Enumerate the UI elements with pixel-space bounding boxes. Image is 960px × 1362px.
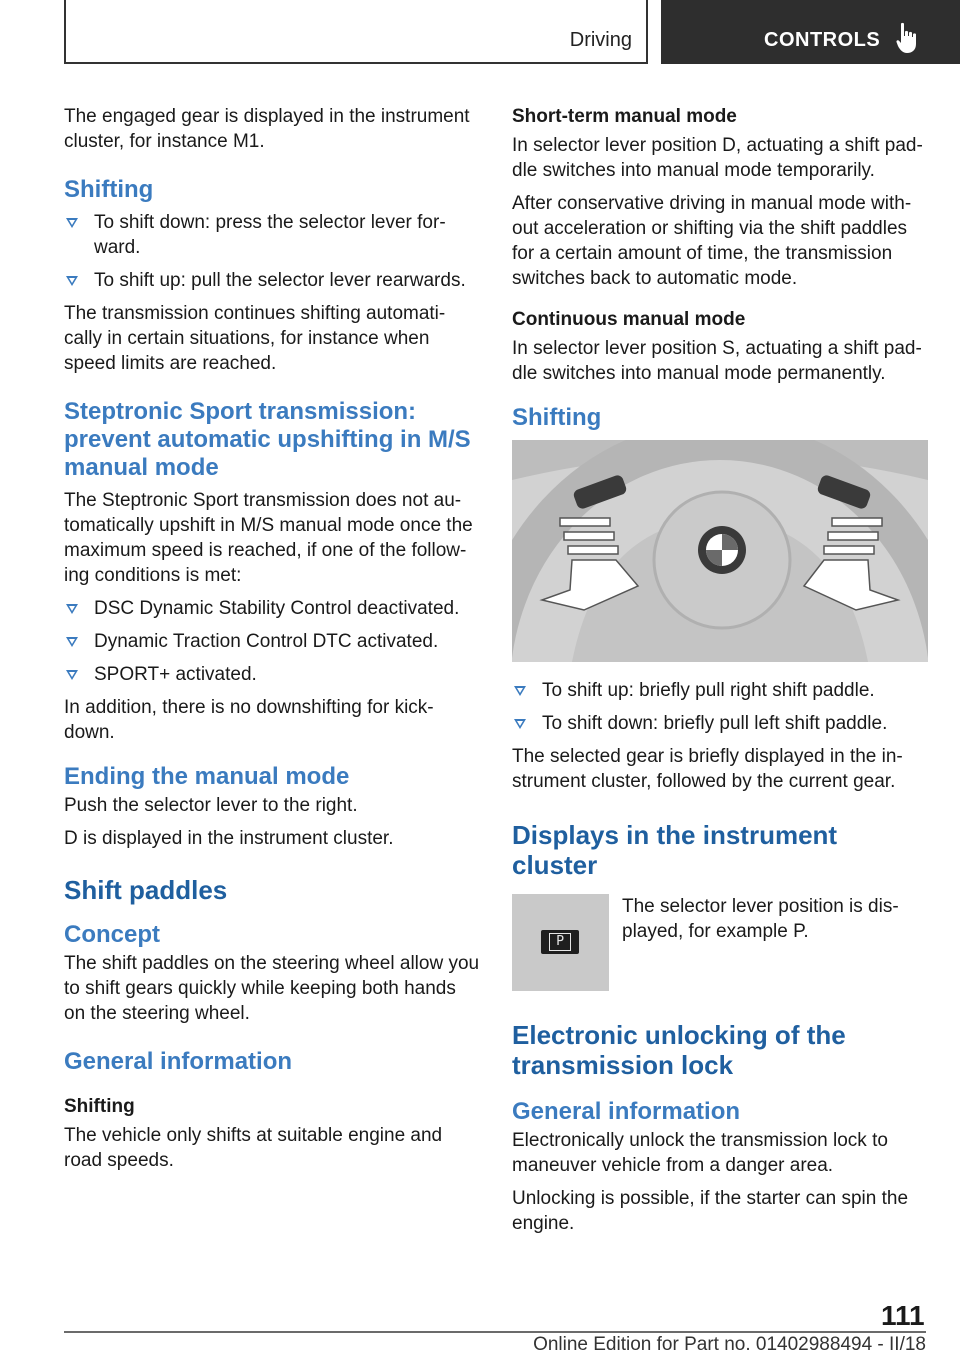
steering-wheel-illustration bbox=[512, 440, 928, 662]
heading-steptronic: Steptronic Sport transmission: prevent automatic upshifting in M/S manual mode bbox=[64, 398, 471, 481]
display-paragraph: The selector lever position is dis-played, for example P. bbox=[622, 896, 899, 942]
heading-concept: Concept bbox=[64, 921, 160, 948]
list-item: To shift down: briefly pull left shift paddle. bbox=[512, 711, 928, 736]
intro-paragraph: The engaged gear is displayed in the instrument cluster, for instance M1. bbox=[64, 106, 470, 152]
concept-paragraph: The shift paddles on the steering wheel allow you to shift gears quickly while keeping both hands on the steering wheel. bbox=[64, 953, 480, 1024]
unlock-paragraph-1: Electronically unlock the transmission lock to maneuver vehicle from a danger area. bbox=[512, 1130, 888, 1176]
gear-display-box bbox=[541, 930, 579, 954]
list-item: To shift up: pull the selector lever rearwards. bbox=[64, 268, 480, 293]
general-paragraph: The vehicle only shifts at suitable engine and road speeds. bbox=[64, 1125, 443, 1171]
ending-paragraph-2: D is displayed in the instrument cluster. bbox=[64, 828, 394, 849]
paddle-shifting-list bbox=[512, 678, 928, 736]
header-chapter-tab bbox=[661, 0, 960, 64]
heading-ending-manual-mode: Ending the manual mode bbox=[64, 763, 350, 790]
heading-displays-instrument-cluster: Displays in the instrument cluster bbox=[512, 820, 838, 880]
shifting-list bbox=[64, 210, 480, 293]
selected-gear-paragraph: The selected gear is briefly displayed in the in-strument cluster, followed by the current gear. bbox=[512, 746, 903, 792]
list-item: SPORT+ activated. bbox=[64, 662, 480, 687]
heading-shifting: Shifting bbox=[64, 176, 154, 203]
instrument-display-image bbox=[512, 894, 609, 991]
list-item: DSC Dynamic Stability Control deactivated. bbox=[64, 596, 480, 621]
heading-general-information-right: General information bbox=[512, 1098, 741, 1125]
right-column bbox=[512, 104, 928, 1244]
list-item: Dynamic Traction Control DTC activated. bbox=[64, 629, 480, 654]
steptronic-paragraph: The Steptronic Sport transmission does not au-tomatically upshift in M/S manual mode once the maximum speed is reached, if one of the follow-ing conditions is met: bbox=[64, 490, 473, 586]
continuous-paragraph: In selector lever position S, actuating a shift pad-dle switches into manual mode permanently. bbox=[512, 338, 922, 384]
triangle-bullet-icon bbox=[66, 604, 78, 614]
triangle-bullet-icon bbox=[514, 719, 526, 729]
footer-edition: Online Edition for Part no. 01402988494 - II/18 bbox=[533, 1334, 926, 1355]
footer-divider bbox=[64, 1331, 926, 1333]
triangle-bullet-icon bbox=[66, 670, 78, 680]
heading-general-information: General information bbox=[64, 1048, 293, 1075]
kickdown-paragraph: In addition, there is no downshifting for kick-down. bbox=[64, 697, 434, 743]
unlock-paragraph-2: Unlocking is possible, if the starter can spin the engine. bbox=[512, 1188, 909, 1234]
short-term-paragraph-1: In selector lever position D, actuating a shift pad-dle switches into manual mode temporarily. bbox=[512, 135, 923, 181]
page-number: 111 bbox=[881, 1300, 925, 1331]
triangle-bullet-icon bbox=[66, 637, 78, 647]
heading-electronic-unlocking: Electronic unlocking of the transmission lock bbox=[512, 1020, 846, 1080]
triangle-bullet-icon bbox=[514, 686, 526, 696]
page-header bbox=[0, 0, 960, 66]
pointing-hand-icon bbox=[896, 22, 922, 54]
subheading-continuous-manual-mode: Continuous manual mode bbox=[512, 309, 746, 330]
header-section-title: Driving bbox=[569, 29, 632, 51]
subheading-short-term-manual-mode: Short-term manual mode bbox=[512, 106, 737, 127]
ending-paragraph-1: Push the selector lever to the right. bbox=[64, 795, 358, 816]
left-column bbox=[64, 104, 480, 1181]
list-item: To shift down: press the selector lever for-ward. bbox=[64, 210, 480, 260]
heading-shift-paddles: Shift paddles bbox=[64, 875, 228, 905]
steptronic-list bbox=[64, 596, 480, 687]
heading-shifting-right: Shifting bbox=[512, 404, 602, 431]
gear-letter: P bbox=[549, 933, 571, 951]
display-example bbox=[512, 894, 928, 994]
triangle-bullet-icon bbox=[66, 218, 78, 228]
subheading-shifting: Shifting bbox=[64, 1096, 135, 1117]
header-section-tab bbox=[64, 0, 648, 64]
shifting-paragraph: The transmission continues shifting automati-cally in certain situations, for instance when speed limits are reached. bbox=[64, 303, 446, 374]
header-chapter-title: CONTROLS bbox=[764, 29, 881, 51]
short-term-paragraph-2: After conservative driving in manual mode with-out acceleration or shifting via the shift paddles for a certain amount of time, the transmission switches back to automatic mode. bbox=[512, 193, 912, 289]
list-item: To shift up: briefly pull right shift paddle. bbox=[512, 678, 928, 703]
triangle-bullet-icon bbox=[66, 276, 78, 286]
